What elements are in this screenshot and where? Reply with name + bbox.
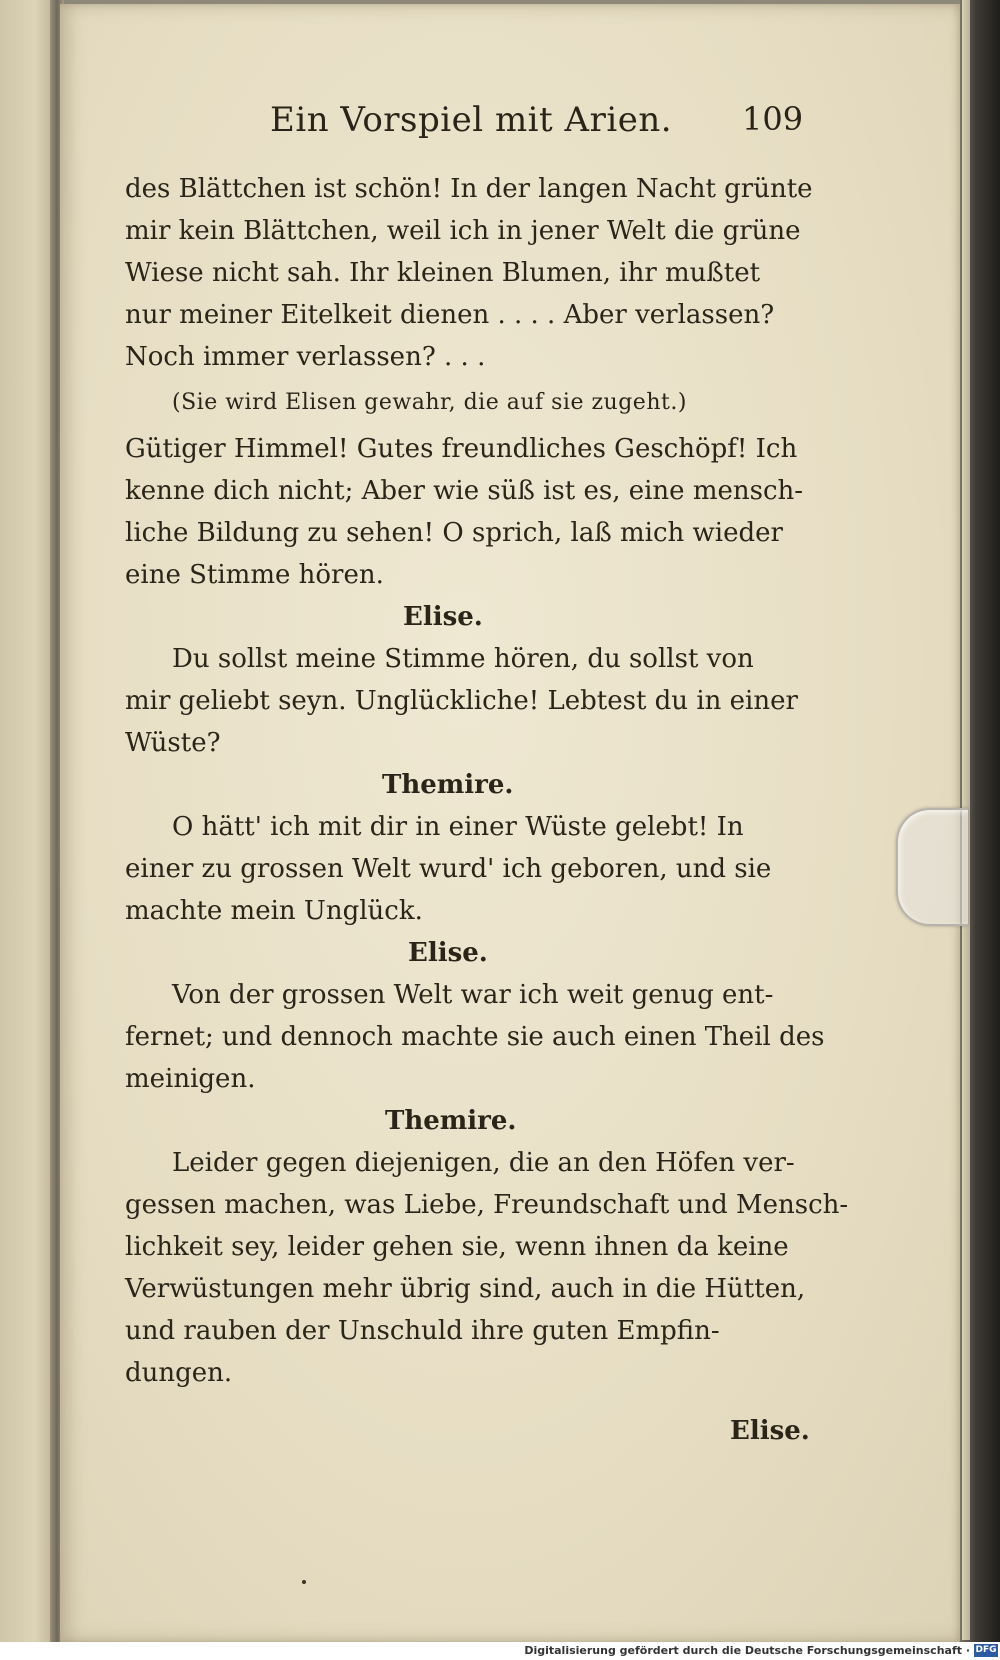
text-line: mir kein Blättchen, weil ich in jener Welt die grüne <box>125 216 801 246</box>
text-line: Gütiger Himmel! Gutes freundliches Geschöpf! Ich <box>125 434 798 464</box>
text-line: fernet; und dennoch machte sie auch einen Theil des <box>125 1022 825 1052</box>
text-line: Wüste? <box>125 728 221 758</box>
running-head: Ein Vorspiel mit Arien. <box>270 100 673 140</box>
catchword: Elise. <box>730 1416 810 1446</box>
text-line: und rauben der Unschuld ihre guten Empfin- <box>125 1316 720 1346</box>
text-line: einer zu grossen Welt wurd' ich geboren, und sie <box>125 854 772 884</box>
funding-credit: Digitalisierung gefördert durch die Deutsche Forschungsgemeinschaft · <box>524 1644 970 1657</box>
text-line: kenne dich nicht; Aber wie süß ist es, eine mensch- <box>125 476 804 506</box>
ink-speck <box>302 1580 306 1584</box>
text-line: meinigen. <box>125 1064 256 1094</box>
page-clip <box>896 808 968 926</box>
stage-direction: (Sie wird Elisen gewahr, die auf sie zugeht.) <box>172 390 687 415</box>
text-line: eine Stimme hören. <box>125 560 384 590</box>
text-line: machte mein Unglück. <box>125 896 423 926</box>
text-line: nur meiner Eitelkeit dienen . . . . Aber verlassen? <box>125 300 775 330</box>
dfg-logo: DFG <box>975 1645 997 1655</box>
speaker-name: Elise. <box>403 602 483 632</box>
page-number: 109 <box>742 100 804 138</box>
text-line: dungen. <box>125 1358 233 1388</box>
speaker-name: Themire. <box>382 770 514 800</box>
speaker-name: Themire. <box>385 1106 517 1136</box>
text-line: lichkeit sey, leider gehen sie, wenn ihnen da keine <box>125 1232 789 1262</box>
text-line: O hätt' ich mit dir in einer Wüste gelebt! In <box>172 812 744 842</box>
text-line: mir geliebt seyn. Unglückliche! Lebtest du in einer <box>125 686 798 716</box>
text-line: Du sollst meine Stimme hören, du sollst von <box>172 644 754 674</box>
text-line: liche Bildung zu sehen! O sprich, laß mich wieder <box>125 518 783 548</box>
text-line: gessen machen, was Liebe, Freundschaft und Mensch- <box>125 1190 849 1220</box>
text-line: Verwüstungen mehr übrig sind, auch in die Hütten, <box>125 1274 806 1304</box>
text-line: Leider gegen diejenigen, die an den Höfen ver- <box>172 1148 795 1178</box>
text-line: Wiese nicht sah. Ihr kleinen Blumen, ihr mußtet <box>125 258 761 288</box>
text-line: Noch immer verlassen? . . . <box>125 342 486 372</box>
speaker-name: Elise. <box>408 938 488 968</box>
text-line: des Blättchen ist schön! In der langen Nacht grünte <box>125 174 813 204</box>
text-line: Von der grossen Welt war ich weit genug ent- <box>172 980 774 1010</box>
